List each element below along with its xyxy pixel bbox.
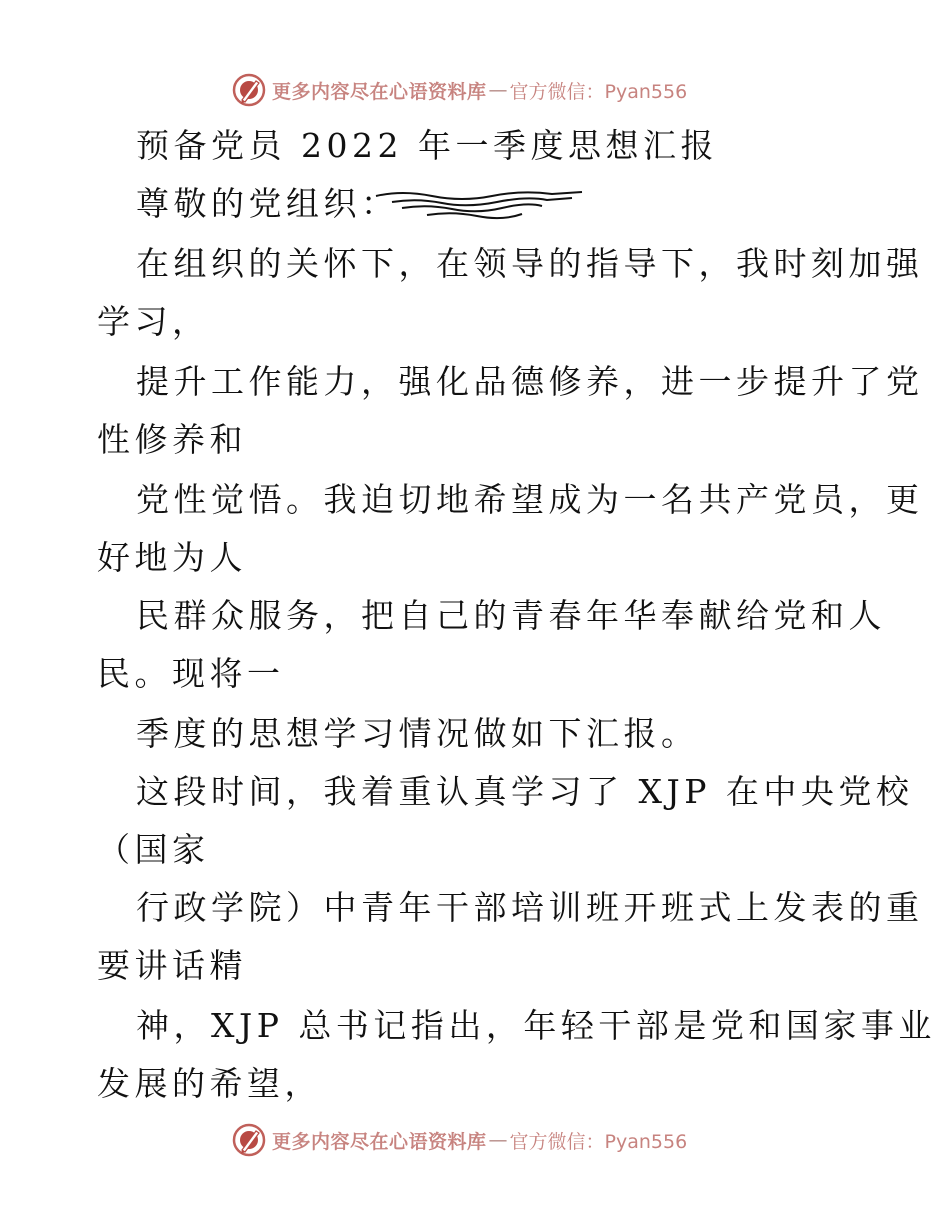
watermark-separator: — xyxy=(488,1129,508,1151)
body-line: 民。现将一 xyxy=(97,654,285,693)
watermark-separator: — xyxy=(488,79,508,101)
body-line: 党性觉悟。我迫切地希望成为一名共产党员，更 xyxy=(136,480,924,519)
body-line: 学习， xyxy=(97,302,210,341)
watermark-text: 更多内容尽在心语资料库 xyxy=(272,80,487,103)
body-line: 要讲话精 xyxy=(97,946,247,985)
watermark-header xyxy=(232,72,687,108)
body-line: 民群众服务，把自己的青春年华奉献给党和人 xyxy=(136,596,886,635)
document-title: 预备党员 2022 年一季度思想汇报 xyxy=(136,126,718,165)
body-line: 发展的希望， xyxy=(97,1064,322,1103)
watermark-contact: 官方微信：Pyan556 xyxy=(509,80,688,103)
body-line: 提升工作能力，强化品德修养，进一步提升了党 xyxy=(136,362,924,401)
watermark-text: 更多内容尽在心语资料库 xyxy=(272,1130,487,1153)
body-line: （国家 xyxy=(97,830,210,869)
body-line: 神，XJP 总书记指出，年轻干部是党和国家事业 xyxy=(136,1006,936,1045)
pen-logo-icon xyxy=(232,73,266,107)
handwritten-squiggle-mark xyxy=(372,188,586,222)
body-line: 季度的思想学习情况做如下汇报。 xyxy=(136,714,699,753)
pen-logo-icon xyxy=(232,1123,266,1157)
body-line: 好地为人 xyxy=(97,538,247,577)
body-line: 行政学院）中青年干部培训班开班式上发表的重 xyxy=(136,888,924,927)
body-line: 性修养和 xyxy=(97,420,247,459)
body-line: 这段时间，我着重认真学习了 XJP 在中央党校 xyxy=(136,772,914,811)
body-line: 在组织的关怀下，在领导的指导下，我时刻加强 xyxy=(136,244,924,283)
watermark-contact: 官方微信：Pyan556 xyxy=(509,1130,688,1153)
watermark-footer xyxy=(232,1122,687,1158)
salutation: 尊敬的党组织： xyxy=(136,184,399,223)
